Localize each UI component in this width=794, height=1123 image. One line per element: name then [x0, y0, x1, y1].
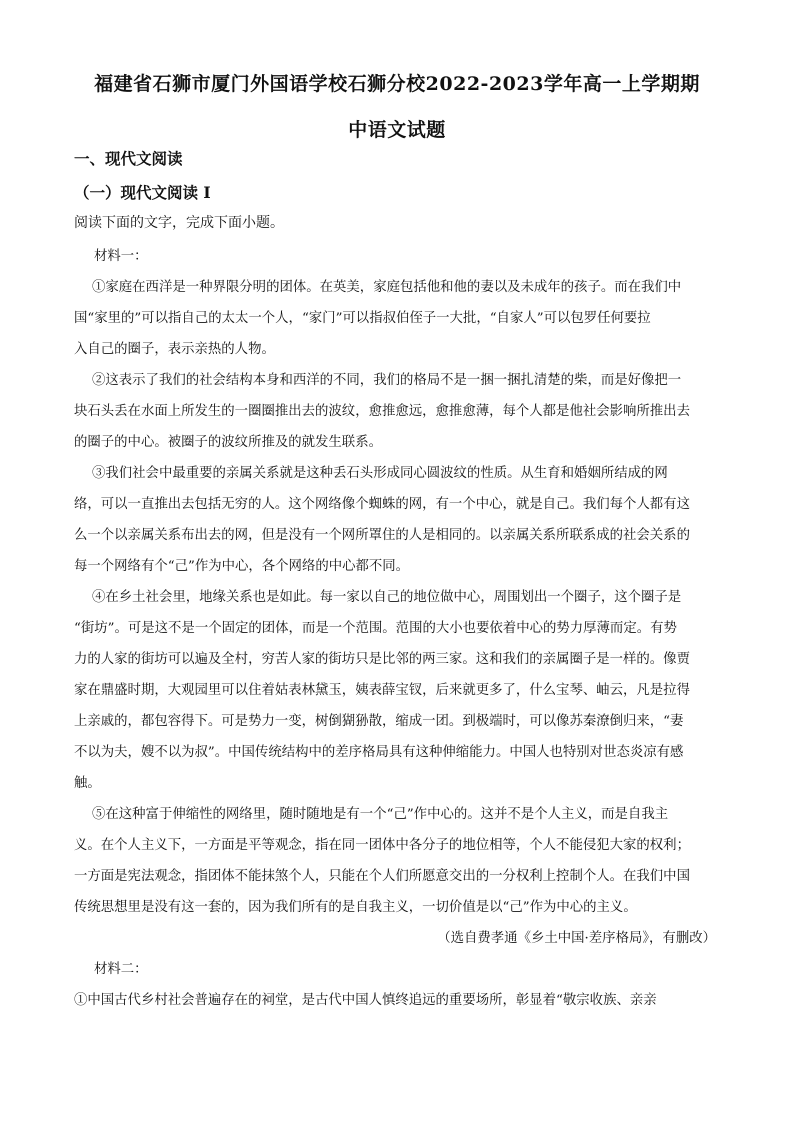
- document-title-line-2: 中语文试题: [348, 119, 446, 141]
- paragraph-line: 络，可以一直推出去包括无穷的人。这个网络像个蜘蛛的网，有一个中心，就是自己。我们每个人都有这: [74, 497, 690, 512]
- paragraph-line: 入自己的圈子，表示亲热的人物。: [74, 342, 275, 357]
- paragraph-line: ⑤在这种富于伸缩性的网络里，随时随地是有一个“己”作中心的。这并不是个人主义，而是自我主: [92, 807, 669, 822]
- paragraph-line: ④在乡土社会里，地缘关系也是如此。每一家以自己的地位做中心，周围划出一个圈子，这个圈子是: [92, 590, 682, 605]
- paragraph-line: 的圈子的中心。被圈子的波纹所推及的就发生联系。: [74, 435, 382, 450]
- material-label: 材料二：: [94, 962, 148, 977]
- paragraph-line: 块石头丢在水面上所发生的一圈圈推出去的波纹，愈推愈远，愈推愈薄，每个人都是他社会影响所推出去: [74, 404, 690, 419]
- section-heading: 一、现代文阅读: [74, 149, 183, 168]
- paragraph-line: 触。: [74, 776, 101, 791]
- subsection-heading: （一）现代文阅读 I: [74, 183, 211, 202]
- paragraph-line: 每一个网络有个“己”作为中心，各个网络的中心都不同。: [74, 559, 410, 574]
- article-body: [74, 241, 716, 1016]
- source-citation: （选自费孝通《乡土中国·差序格局》，有删改）: [437, 931, 716, 946]
- paragraph-line: ①中国古代乡村社会普遍存在的祠堂，是古代中国人慎终追远的重要场所，彰显着“敬宗收族、亲亲: [74, 993, 657, 1008]
- instruction-text: 阅读下面的文字，完成下面小题。: [74, 215, 284, 231]
- paragraph-line: 不以为夫，嫂不以为叔”。中国传统结构中的差序格局具有这种伸缩能力。中国人也特别对世态炎凉有感: [74, 745, 684, 760]
- paragraph-line: 上亲戚的，都包容得下。可是势力一变，树倒猢狲散，缩成一团。到极端时，可以像苏秦潦倒归来，“妻: [74, 714, 684, 729]
- paragraph-line: 么一个以亲属关系布出去的网，但是没有一个网所罩住的人是相同的。以亲属关系所联系成的社会关系的: [74, 528, 690, 543]
- paragraph-line: 义。在个人主义下，一方面是平等观念，指在同一团体中各分子的地位相等，个人不能侵犯大家的权利；: [74, 838, 690, 853]
- paragraph-line: 传统思想里是没有这一套的，因为我们所有的是自我主义，一切价值是以“己”作为中心的主义。: [74, 900, 637, 915]
- paragraph-line: “街坊”。可是这不是一个固定的团体，而是一个范围。范围的大小也要依着中心的势力厚薄而定。有势: [74, 621, 677, 636]
- paragraph-line: ②这表示了我们的社会结构本身和西洋的不同，我们的格局不是一捆一捆扎清楚的柴，而是好像把一: [92, 373, 682, 388]
- paragraph-line: 国“家里的”可以指自己的太太一个人，“家门”可以指叔伯侄子一大批，“自家人”可以包罗任何要拉: [74, 311, 651, 326]
- paragraph-line: ③我们社会中最重要的亲属关系就是这种丢石头形成同心圆波纹的性质。从生育和婚姻所结成的网: [92, 466, 668, 481]
- paragraph-line: 家在鼎盛时期，大观园里可以住着姑表林黛玉，姨表薛宝钗，后来就更多了，什么宝琴、岫云，凡是拉得: [74, 683, 690, 698]
- document-title-line-1: 福建省石狮市厦门外国语学校石狮分校2022-2023学年高一上学期期: [94, 73, 700, 95]
- paragraph-line: 力的人家的街坊可以遍及全村，穷苦人家的街坊只是比邻的两三家。这和我们的亲属圈子是一样的。像贾: [74, 652, 690, 667]
- material-label: 材料一：: [94, 249, 148, 264]
- paragraph-line: 一方面是宪法观念，指团体不能抹煞个人，只能在个人们所愿意交出的一分权利上控制个人。在我们中国: [74, 869, 690, 884]
- paragraph-line: ①家庭在西洋是一种界限分明的团体。在英美，家庭包括他和他的妻以及未成年的孩子。而在我们中: [92, 280, 682, 295]
